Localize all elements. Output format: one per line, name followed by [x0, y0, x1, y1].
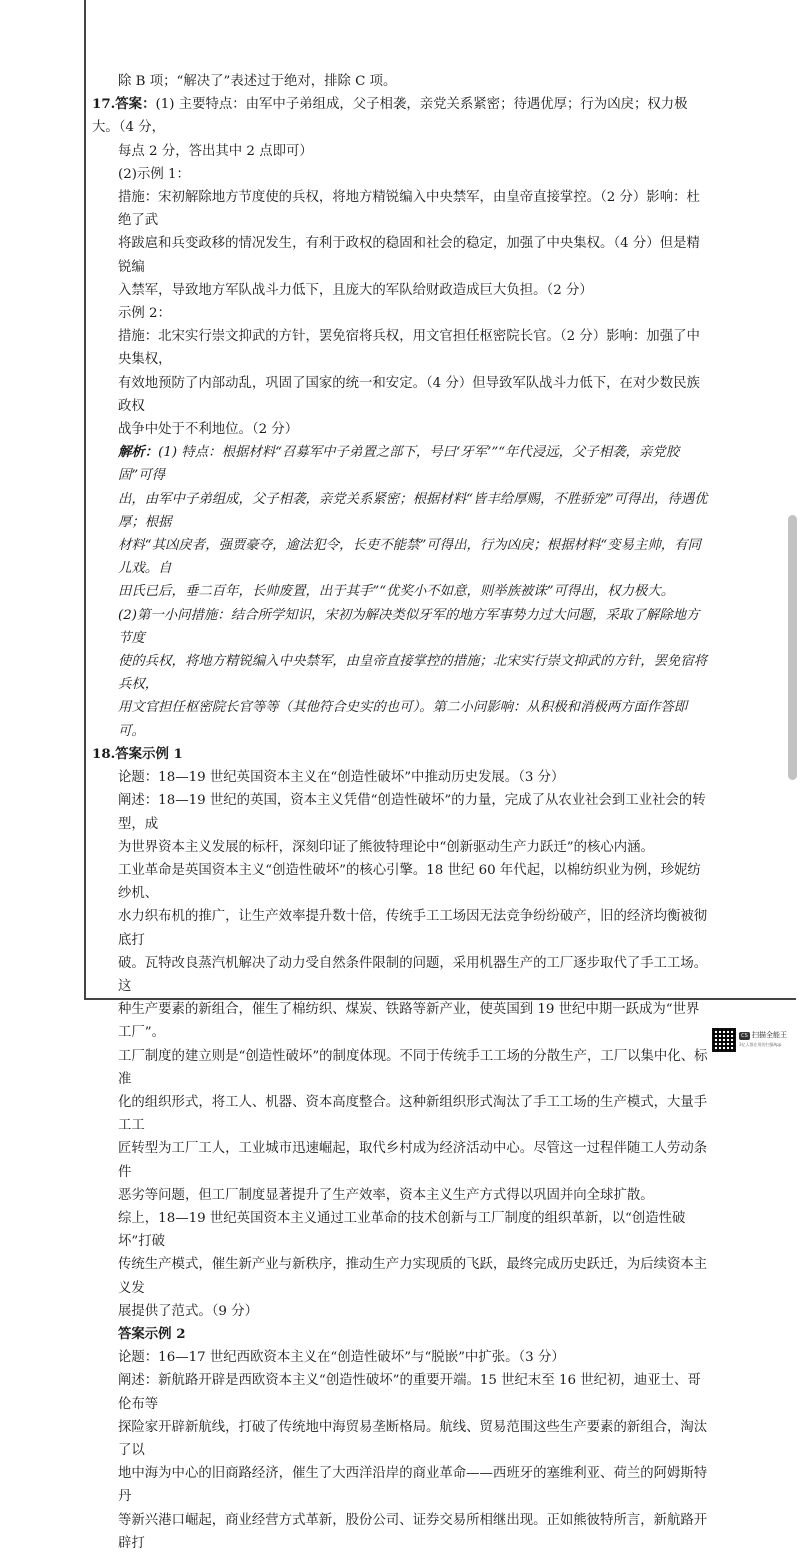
scrollbar-thumb[interactable]: [788, 515, 797, 780]
text-line: (1) 特点：根据材料“召募军中子弟置之部下，号曰‘牙军’”“年代浸远，父子相袭，亲党胶固”可得: [118, 445, 680, 484]
text-line: 展提供了范式。（9 分）: [118, 1303, 258, 1319]
text-line: 有效地预防了内部动乱，巩固了国家的统一和安定。（4 分）但导致军队战斗力低下，在对少数民族政权: [118, 375, 700, 414]
document-content: [92, 70, 710, 1555]
brand-tagline: 3亿人都在用的扫描App: [739, 1042, 782, 1047]
text-line: 破。瓦特改良蒸汽机解决了动力受自然条件限制的问题，采用机器生产的工厂逐步取代了手工工场。这: [118, 955, 708, 994]
text-line: 使的兵权，将地方精锐编入中央禁军，由皇帝直接掌控的措施；北宋实行崇文抑武的方针，罢免宿将兵权，: [118, 654, 708, 693]
text-line: 示例 2：: [118, 306, 171, 322]
text-line: 田氏已后，垂二百年，长帅废置，出于其手”“优奖小不如意，则举族被诛”可得出，权力极大。: [118, 584, 675, 600]
text-line: 匠转型为工厂工人，工业城市迅速崛起，取代乡村成为经济活动中心。尽管这一过程伴随工人劳动条件: [118, 1141, 708, 1180]
text-line: 工厂制度的建立则是“创造性破坏”的制度体现。不同于传统手工工场的分散生产，工厂以集中化、标准: [118, 1048, 708, 1087]
text-line: 措施：宋初解除地方节度使的兵权，将地方精锐编入中央禁军，由皇帝直接掌控。（2 分）影响：杜绝了武: [118, 190, 700, 229]
text-line: 化的组织形式，将工人、机器、资本高度整合。这种新组织形式淘汰了手工工场的生产模式，大量手工工: [118, 1094, 708, 1134]
text-line: 阐述：18—19 世纪的英国，资本主义凭借“创造性破坏”的力量，完成了从农业社会到工业社会的转型，成: [118, 793, 706, 832]
text-line: 为世界资本主义发展的标杆，深刻印证了熊彼特理论中“创新驱动生产力跃迁”的核心内涵。: [118, 839, 654, 855]
text-line: 入禁军，导致地方军队战斗力低下，且庞大的军队给财政造成巨大负担。（2 分）: [118, 282, 593, 298]
text-line: 用文官担任枢密院长官等等（其他符合史实的也可）。第二小问影响：从积极和消极两方面作答即可。: [118, 700, 688, 739]
text-line: (1) 主要特点：由军中子弟组成，父子相袭，亲党关系紧密；待遇优厚；行为凶戾；权力极大。（4 分，: [92, 97, 688, 136]
text-line: 地中海为中心的旧商路经济，催生了大西洋沿岸的商业革命——西班牙的塞维利亚、荷兰的阿姆斯特丹: [118, 1466, 708, 1505]
analysis-label: 解析：: [118, 444, 159, 461]
text-line: 措施：北宋实行崇文抑武的方针，罢免宿将兵权，用文官担任枢密院长官。（2 分）影响：加强了中央集权，: [118, 329, 700, 368]
scanner-watermark: [712, 1028, 796, 1052]
qr-code-icon: [712, 1028, 736, 1052]
text-line: 综上，18—19 世纪英国资本主义通过工业革命的技术创新与工厂制度的组织革新，以“创造性破坏”打破: [118, 1210, 686, 1250]
brand-block: [739, 1031, 787, 1049]
text-line: 将跋扈和兵变政移的情况发生，有利于政权的稳固和社会的稳定，加强了中央集权。（4 分）但是精锐编: [118, 236, 700, 275]
answer-example-label: 答案示例 1: [115, 745, 183, 762]
text-line: 种生产要素的新组合，催生了棉纺织、煤炭、铁路等新产业，使英国到 19 世纪中期一跃成为“世界工厂”。: [118, 1002, 700, 1041]
question-17-answer: [92, 93, 710, 139]
text-line: 论题：16—17 世纪西欧资本主义在“创造性破坏”与“脱嵌”中扩张。（3 分）: [118, 1350, 565, 1366]
text-line: (2)示例 1：: [118, 166, 190, 182]
text-line: 恶劣等问题，但工厂制度显著提升了生产效率，资本主义生产方式得以巩固并向全球扩散。: [118, 1187, 654, 1203]
text-line: 材料“其凶戾者，强贾豪夺，逾法犯令，长吏不能禁”可得出，行为凶戾；根据材料“变易主帅，有同儿戏。自: [118, 538, 701, 577]
text-line: 战争中处于不利地位。（2 分）: [118, 422, 299, 438]
analysis-paragraph: [92, 441, 710, 487]
text-line: 工业革命是英国资本主义“创造性破坏”的核心引擎。18 世纪 60 年代起，以棉纺织业为例，珍妮纺纱机、: [118, 862, 701, 902]
text-line: 探险家开辟新航线，打破了传统地中海贸易垄断格局。航线、贸易范围这些生产要素的新组合，淘汰了以: [118, 1419, 708, 1458]
question-number: 17.: [92, 96, 116, 113]
text-line: 论题：18—19 世纪英国资本主义在“创造性破坏”中推动历史发展。（3 分）: [118, 770, 565, 786]
scrollbar-track[interactable]: [784, 0, 800, 1000]
brand-name: 扫描全能王: [752, 1031, 787, 1039]
text-line: 每点 2 分，答出其中 2 点即可）: [118, 143, 313, 159]
answer-example-label: 答案示例 2: [118, 1325, 186, 1342]
text-line: 出，由军中子弟组成，父子相袭，亲党关系紧密；根据材料“皆丰给厚赐，不胜骄宠”可得出，待遇优厚；根据: [118, 491, 708, 530]
text-line: 等新兴港口崛起，商业经营方式革新，股份公司、证券交易所相继出现。正如熊彼特所言，新航路开辟打: [118, 1512, 708, 1551]
text-line: 阐述：新航路开辟是西欧资本主义“创造性破坏”的重要开端。15 世纪末至 16 世纪初，迪亚士、哥伦布等: [118, 1373, 701, 1412]
question-number: 18.: [92, 745, 116, 762]
text-line: 除 B 项；“解决了”表述过于绝对，排除 C 项。: [118, 74, 397, 89]
text-line: 水力织布机的推广，让生产效率提升数十倍，传统手工工场因无法竞争纷纷破产，旧的经济均衡被彻底打: [118, 909, 708, 948]
text-line: (2)第一小问措施：结合所学知识，宋初为解决类似牙军的地方军事势力过大问题，采取了解除地方节度: [118, 607, 700, 646]
text-line: 传统生产模式，催生新产业与新秩序，推动生产力实现质的飞跃，最终完成历史跃迁，为后续资本主义发: [118, 1257, 708, 1296]
answer-label: 答案：: [115, 96, 156, 113]
question-18-answer: [92, 743, 710, 766]
brand-logo-icon: CS: [739, 1032, 750, 1040]
